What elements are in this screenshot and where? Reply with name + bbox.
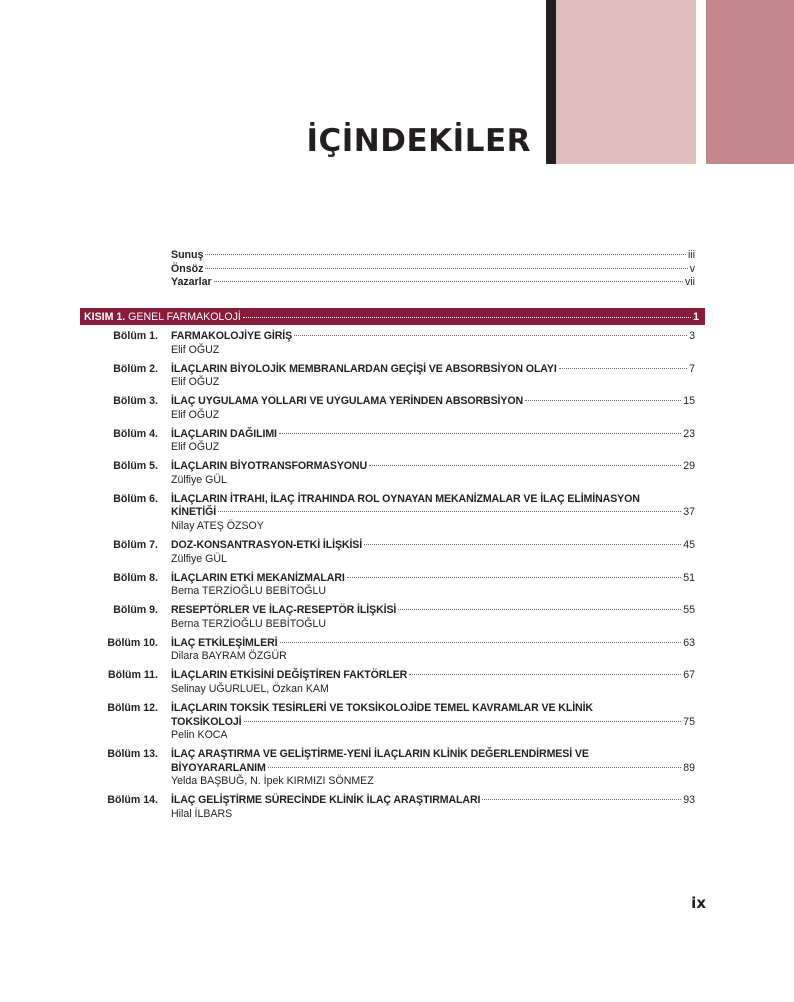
- chapter-authors: Elif OĞUZ: [171, 343, 220, 356]
- chapter-authors: Elif OĞUZ: [171, 408, 220, 421]
- front-matter-list: [0, 249, 794, 290]
- chapter-title: İLAÇLARIN ETKİ MEKANİZMALARI: [171, 571, 345, 584]
- chapter-page: 63: [683, 636, 695, 649]
- chapter-page: 45: [683, 539, 695, 552]
- chapter-authors: Dilara BAYRAM ÖZGÜR: [171, 650, 287, 663]
- decorative-rose-block: [706, 0, 794, 164]
- dot-leader: [369, 465, 681, 466]
- dot-leader: [525, 400, 681, 401]
- chapter-number: Bölüm 3.: [113, 395, 158, 408]
- chapter-page: 89: [683, 761, 695, 774]
- chapter-page: 3: [689, 330, 695, 342]
- chapter-entry[interactable]: [0, 395, 794, 422]
- front-matter-item[interactable]: [171, 249, 695, 263]
- chapter-number: Bölüm 13.: [107, 748, 158, 761]
- part-heading[interactable]: [80, 308, 705, 325]
- dot-leader: [347, 577, 681, 578]
- part-label: KISIM 1.: [84, 310, 126, 323]
- chapter-page: 75: [683, 715, 695, 728]
- chapter-number: Bölüm 2.: [113, 362, 158, 375]
- dot-leader: [279, 433, 681, 434]
- chapter-number: Bölüm 5.: [113, 460, 158, 473]
- dot-leader: [243, 317, 691, 318]
- chapter-title: RESEPTÖRLER VE İLAÇ-RESEPTÖR İLİŞKİSİ: [171, 604, 397, 617]
- chapter-authors: Zülfiye GÜL: [171, 473, 227, 486]
- chapter-entry[interactable]: [0, 539, 794, 566]
- chapter-authors: Nilay ATEŞ ÖZSOY: [171, 519, 264, 532]
- front-matter-page: vii: [684, 276, 695, 288]
- chapter-number: Bölüm 9.: [113, 604, 158, 617]
- chapter-title: İLAÇ ETKİLEŞİMLERİ: [171, 636, 278, 649]
- chapter-entry[interactable]: [0, 572, 794, 599]
- chapter-title-line1: İLAÇLARIN TOKSİK TESİRLERİ VE TOKSİKOLOJİDE TEMEL KAVRAMLAR VE KLİNİK: [171, 702, 593, 715]
- chapter-page: 51: [683, 571, 695, 584]
- chapter-number: Bölüm 12.: [107, 702, 158, 715]
- chapter-authors: Pelin KOCA: [171, 729, 228, 742]
- chapter-authors: Berna TERZİOĞLU BEBİTOĞLU: [171, 617, 327, 630]
- chapter-entry[interactable]: [0, 637, 794, 664]
- front-matter-label: Yazarlar: [171, 276, 212, 288]
- dot-leader: [205, 254, 686, 255]
- dot-leader: [559, 368, 687, 369]
- chapter-title: DOZ-KONSANTRASYON-ETKİ İLİŞKİSİ: [171, 539, 363, 552]
- dot-leader: [268, 767, 681, 768]
- decorative-dark-stripe: [546, 0, 556, 164]
- chapter-number: Bölüm 14.: [107, 794, 158, 807]
- chapter-page: 7: [689, 362, 695, 375]
- chapter-title: İLAÇLARIN DAĞILIMI: [171, 427, 277, 440]
- chapter-number: Bölüm 11.: [107, 669, 158, 682]
- chapter-number: Bölüm 1.: [113, 330, 158, 342]
- chapter-page: 37: [683, 506, 695, 519]
- front-matter-page: iii: [687, 249, 695, 261]
- chapter-page: 55: [683, 604, 695, 617]
- chapter-page: 93: [683, 794, 695, 807]
- chapter-number: Bölüm 8.: [113, 571, 158, 584]
- dot-leader: [364, 544, 681, 545]
- chapter-page: 67: [683, 669, 695, 682]
- chapter-authors: Berna TERZİOĞLU BEBİTOĞLU: [171, 585, 327, 598]
- chapter-entry[interactable]: [0, 363, 794, 390]
- front-matter-item[interactable]: [171, 263, 695, 277]
- chapter-entry[interactable]: [0, 460, 794, 487]
- chapter-title: İLAÇLARIN BİYOLOJİK MEMBRANLARDAN GEÇİŞİ VE ABSORBSİYON OLAYI: [171, 362, 557, 375]
- chapter-title-line1: İLAÇ ARAŞTIRMA VE GELİŞTİRME-YENİ İLAÇLARIN KLİNİK DEĞERLENDİRMESİ VE: [171, 748, 589, 761]
- chapter-entry[interactable]: [0, 493, 794, 534]
- chapter-title: İLAÇ GELİŞTİRME SÜRECİNDE KLİNİK İLAÇ ARAŞTIRMALARI: [171, 794, 481, 807]
- chapter-title: KİNETİĞİ: [171, 506, 217, 519]
- dot-leader: [482, 799, 681, 800]
- chapter-entry[interactable]: [0, 669, 794, 696]
- chapter-page: 23: [683, 427, 695, 440]
- chapter-title: İLAÇ UYGULAMA YOLLARI VE UYGULAMA YERİNDEN ABSORBSİYON: [171, 395, 524, 408]
- front-matter-item[interactable]: [171, 276, 695, 290]
- chapter-title-line1: İLAÇLARIN İTRAHI, İLAÇ İTRAHINDA ROL OYNAYAN MEKANİZMALAR VE İLAÇ ELİMİNASYON: [171, 492, 640, 505]
- front-matter-page: v: [689, 262, 695, 275]
- front-matter-label: Sunuş: [171, 249, 204, 261]
- chapter-page: 15: [683, 395, 695, 408]
- chapter-authors: Hilal İLBARS: [171, 807, 233, 820]
- dot-leader: [244, 721, 682, 722]
- page-number: ix: [691, 894, 706, 912]
- chapter-page: 29: [683, 460, 695, 473]
- dot-leader: [218, 511, 681, 512]
- chapter-title: İLAÇLARIN BİYOTRANSFORMASYONU: [171, 460, 368, 473]
- chapter-entry[interactable]: [0, 330, 794, 357]
- page-title: İÇİNDEKİLER: [306, 123, 531, 159]
- chapter-authors: Zülfiye GÜL: [171, 552, 227, 565]
- dot-leader: [205, 268, 687, 269]
- chapter-number: Bölüm 4.: [113, 427, 158, 440]
- chapter-authors: Yelda BAŞBUĞ, N. İpek KIRMIZI SÖNMEZ: [171, 775, 374, 788]
- chapter-entry[interactable]: [0, 604, 794, 631]
- dot-leader: [214, 281, 683, 282]
- chapter-entry[interactable]: [0, 702, 794, 743]
- chapter-title: İLAÇLARIN ETKİSİNİ DEĞİŞTİREN FAKTÖRLER: [171, 669, 408, 682]
- chapter-list: [0, 330, 794, 827]
- chapter-entry[interactable]: [0, 748, 794, 789]
- decorative-light-block: [556, 0, 696, 164]
- part-title: GENEL FARMAKOLOJİ: [128, 310, 241, 323]
- chapter-authors: Selinay UĞURLUEL, Özkan KAM: [171, 682, 329, 695]
- chapter-authors: Elif OĞUZ: [171, 376, 220, 389]
- chapter-title: FARMAKOLOJİYE GİRİŞ: [171, 330, 293, 342]
- dot-leader: [294, 335, 687, 336]
- front-matter-label: Önsöz: [171, 262, 204, 275]
- dot-leader: [398, 609, 681, 610]
- chapter-number: Bölüm 7.: [113, 539, 158, 552]
- chapter-entry[interactable]: [0, 794, 794, 821]
- part-page: 1: [693, 310, 699, 323]
- chapter-number: Bölüm 10.: [107, 636, 158, 649]
- chapter-authors: Elif OĞUZ: [171, 441, 220, 454]
- chapter-title: TOKSİKOLOJİ: [171, 715, 242, 728]
- chapter-number: Bölüm 6.: [113, 492, 158, 505]
- dot-leader: [409, 674, 681, 675]
- chapter-entry[interactable]: [0, 428, 794, 455]
- dot-leader: [280, 642, 682, 643]
- chapter-title: BİYOYARARLANIM: [171, 761, 266, 774]
